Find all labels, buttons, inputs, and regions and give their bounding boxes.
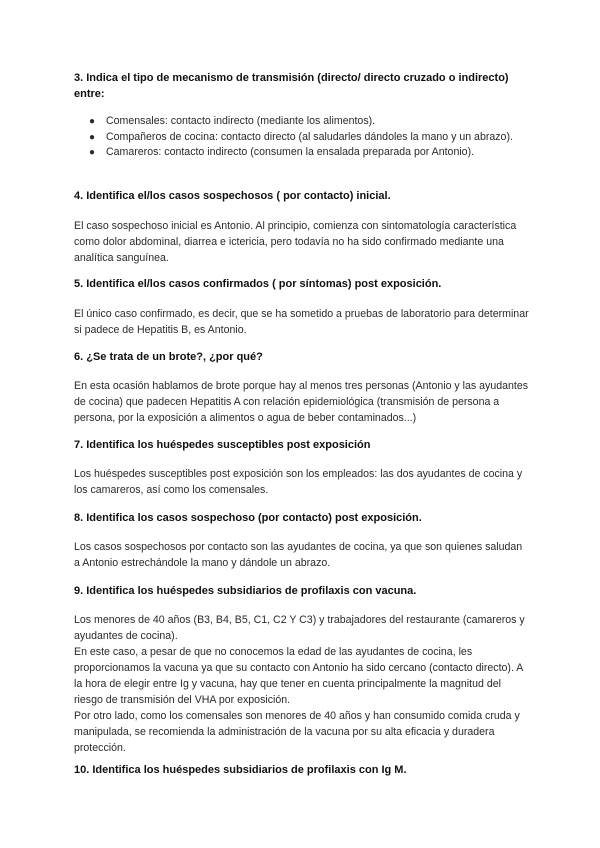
section-9-paragraph: Los menores de 40 años (B3, B4, B5, C1, C2 Y C3) y trabajadores del restaurante (camareros y ayudantes de cocina). <box>74 614 525 642</box>
bullet-icon: ● <box>89 116 96 127</box>
bullet-icon: ● <box>89 131 96 143</box>
list-item: ● Comensales: contacto indirecto (mediante los alimentos). <box>74 114 530 130</box>
section-10-heading: 10. Identifica los huéspedes subsidiarios de profilaxis con Ig M. <box>74 764 407 776</box>
section-5-body: El único caso confirmado, es decir, que se ha sometido a pruebas de laboratorio para determinar si padece de Hepatitis B, es Antonio. <box>74 308 529 336</box>
section-5-heading: 5. Identifica el/los casos confirmados ( por síntomas) post exposición. <box>74 278 442 290</box>
section-8-heading: 8. Identifica los casos sospechoso (por contacto) post exposición. <box>74 512 422 524</box>
list-item: ● Compañeros de cocina: contacto directo (al saludarles dándoles la mano y un abrazo). <box>74 130 530 146</box>
section-3-bullet-list <box>74 114 530 161</box>
list-item: ● Camareros: contacto indirecto (consumen la ensalada preparada por Antonio). <box>74 145 530 161</box>
section-6-heading: 6. ¿Se trata de un brote?, ¿por qué? <box>74 351 263 363</box>
section-6-body: En esta ocasión hablamos de brote porque hay al menos tres personas (Antonio y las ayudantes de cocina) que padecen Hepatitis A con relación epidemiológica (transmisión de persona a persona, por la exposición a alimentos o agua de beber contaminados...) <box>74 380 529 424</box>
section-7-body: Los huéspedes susceptibles post exposición son los empleados: las dos ayudantes de cocina y los camareros, así como los comensales. <box>74 468 523 496</box>
bullet-icon: ● <box>89 147 96 158</box>
section-7-heading: 7. Identifica los huéspedes susceptibles post exposición <box>74 439 371 451</box>
section-4-body: El caso sospechoso inicial es Antonio. Al principio, comienza con sintomatología característica como dolor abdominal, diarrea e ictericia, pero todavía no ha sido confirmado mediante una analítica sanguínea. <box>74 220 517 264</box>
section-8-body: Los casos sospechosos por contacto son las ayudantes de cocina, ya que son quienes saludan a Antonio estrechándole la mano y dándole un abrazo. <box>74 541 523 569</box>
section-3-heading: 3. Indica el tipo de mecanismo de transmisión (directo/ directo cruzado o indirecto) entre: <box>74 72 509 100</box>
section-9-body <box>74 612 530 756</box>
section-9-paragraph: En este caso, a pesar de que no conocemos la edad de las ayudantes de cocina, les proporcionamos la vacuna ya que su contacto con Antonio ha sido cercano (contacto directo). A la hora de elegir entre Ig y vacuna, hay que tener en cuenta principalmente la magnitud del riesgo de transmisión del VHA por exposición. <box>74 646 523 706</box>
section-9-paragraph: Por otro lado, como los comensales son menores de 40 años y han consumido comida cruda y manipulada, se recomienda la administración de la vacuna por su alta eficacia y duradera protección. <box>74 710 520 754</box>
section-4-heading: 4. Identifica el/los casos sospechosos ( por contacto) inicial. <box>74 190 391 202</box>
section-9-heading: 9. Identifica los huéspedes subsidiarios de profilaxis con vacuna. <box>74 585 417 597</box>
